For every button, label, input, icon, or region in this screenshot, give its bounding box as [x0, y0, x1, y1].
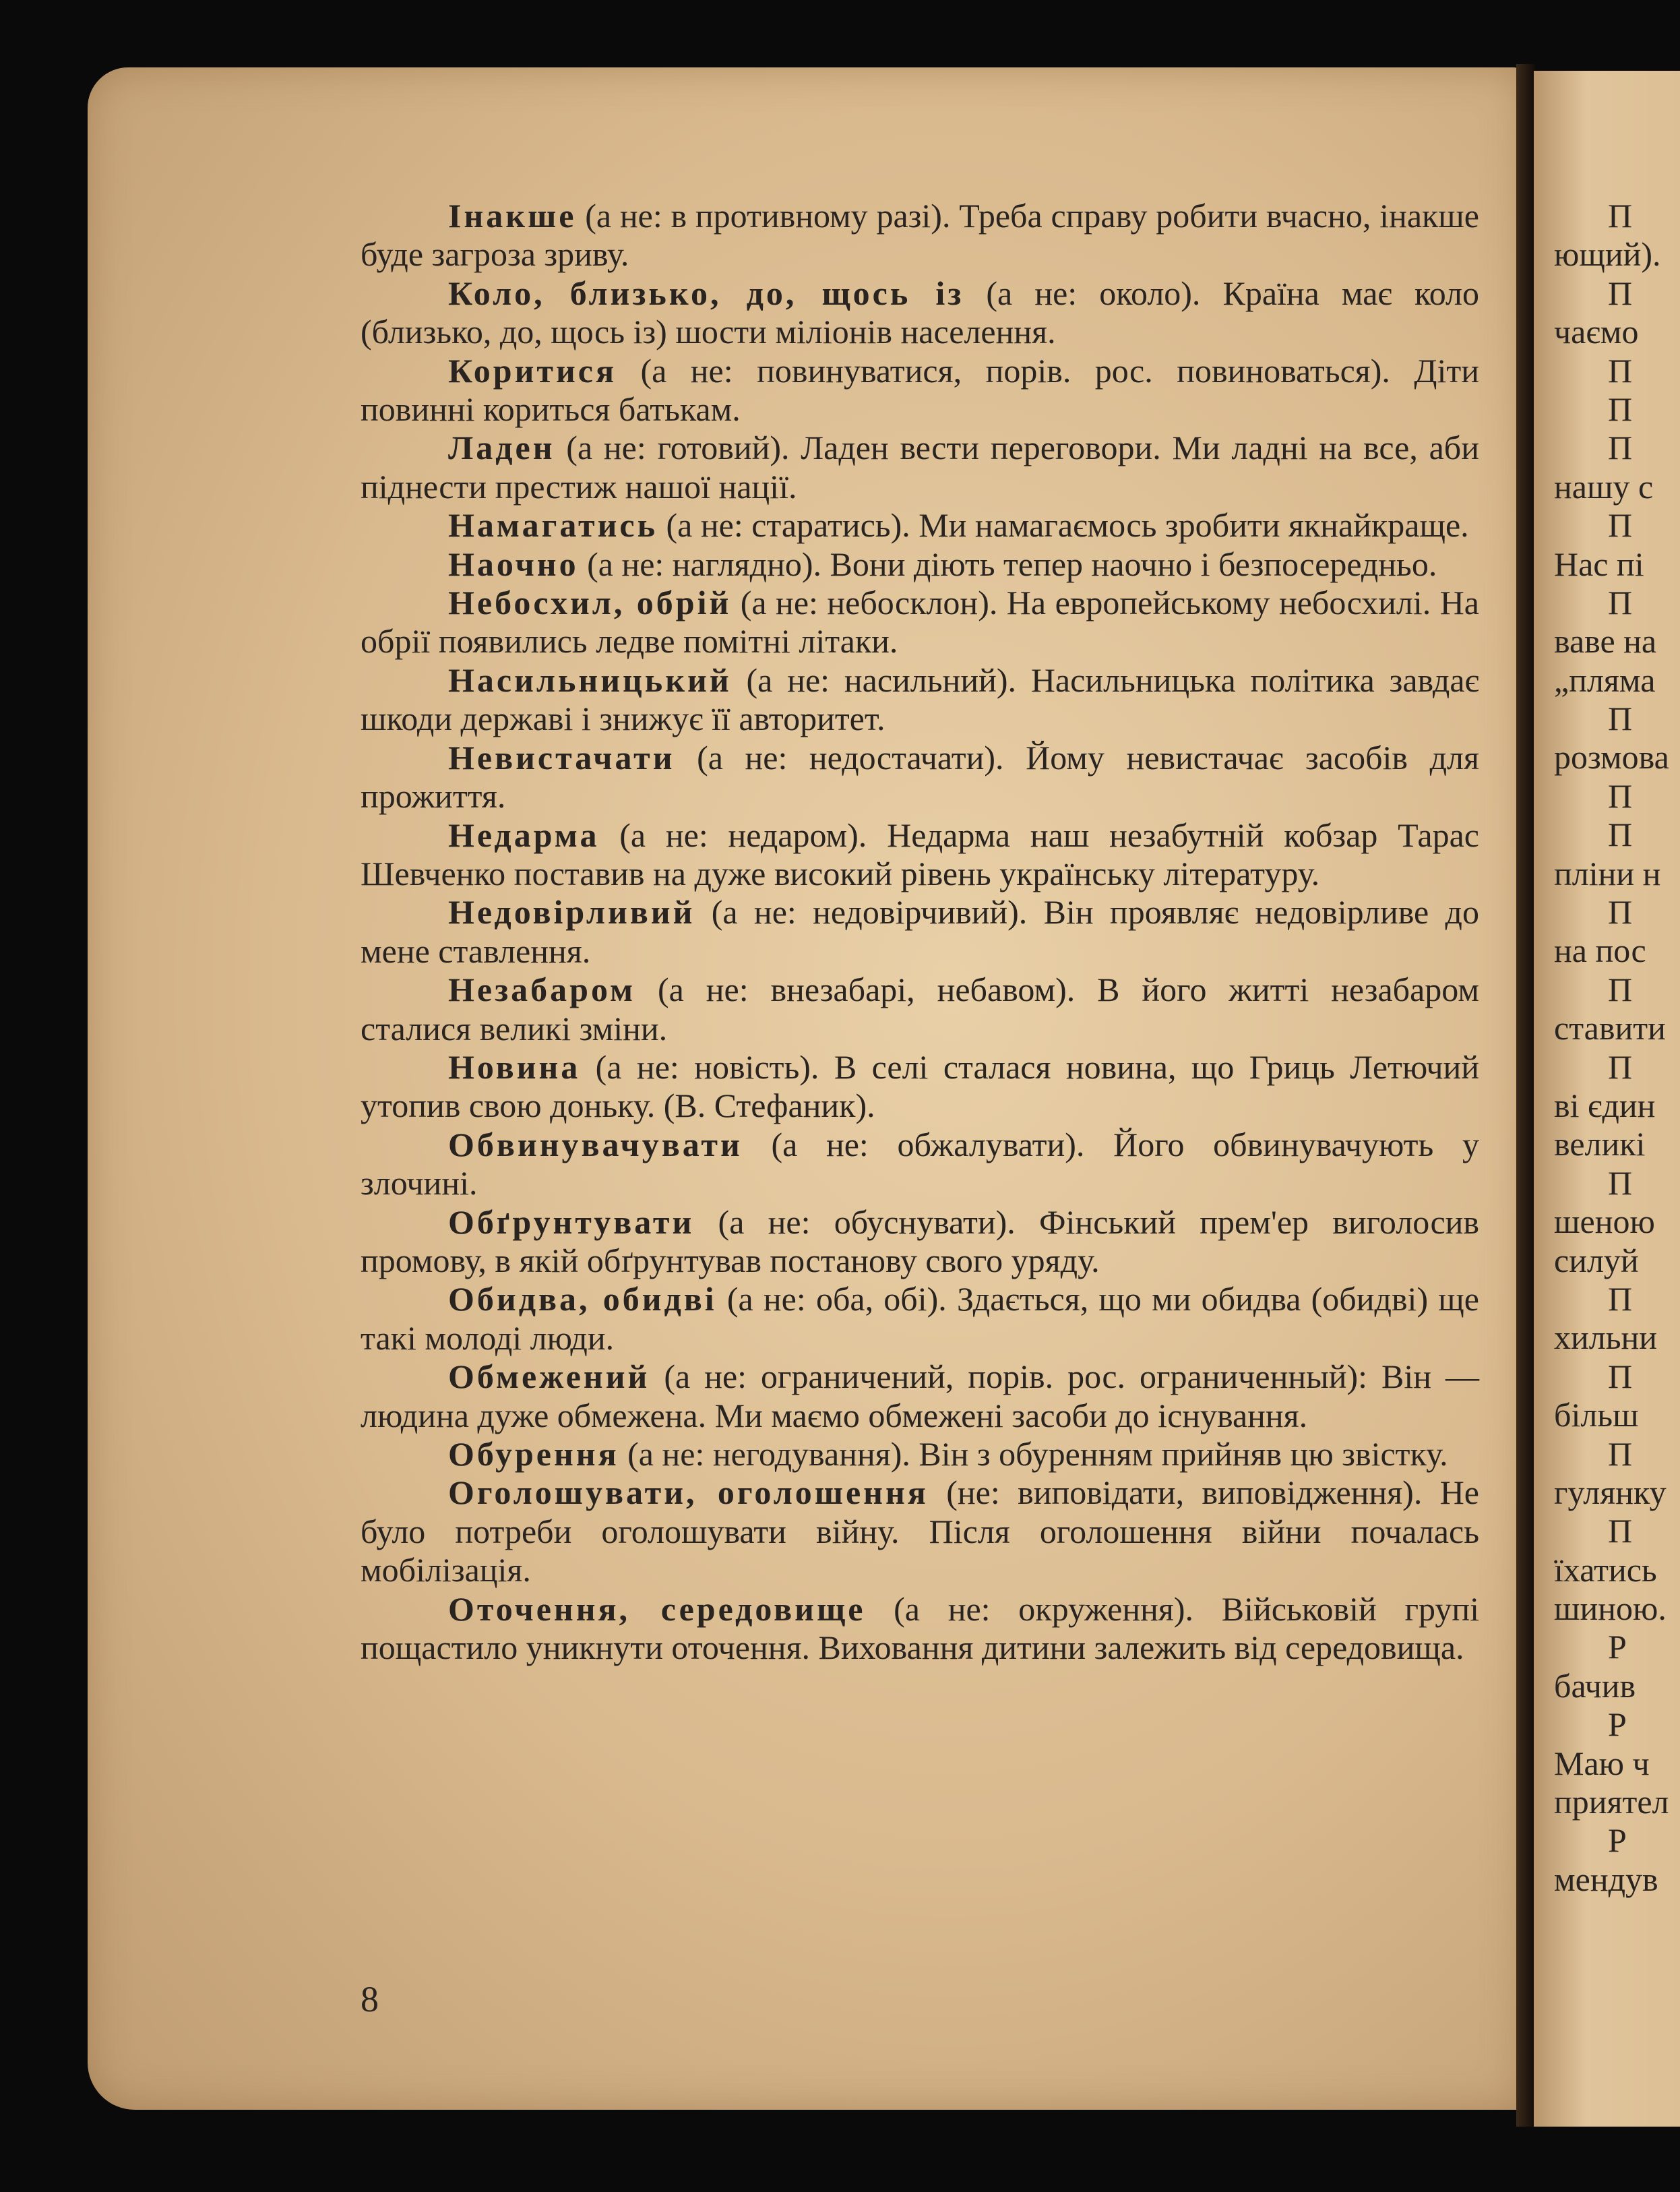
- right-page-line: П: [1608, 1512, 1633, 1550]
- entry-definition: (а не: окруження). Військовій групі пощастило уникнути оточення. Виховання дитини залежить від середовища.: [361, 1589, 1480, 1667]
- right-page-line: ставити: [1554, 1009, 1666, 1047]
- dictionary-entry: [361, 1203, 1479, 1281]
- entry-headword: Новина: [448, 1047, 581, 1086]
- right-page-line: „пляма: [1554, 661, 1656, 699]
- dictionary-entry: [361, 1590, 1479, 1668]
- entry-headword: Оголошувати, оголошення: [448, 1473, 929, 1512]
- right-page-line: на пос: [1554, 932, 1646, 970]
- right-page-line: ющий).: [1554, 235, 1661, 274]
- entry-definition: (а не: в противному разі). Треба справу робити вчасно, інакше буде загроза зриву.: [361, 197, 1479, 274]
- dictionary-entry: [361, 893, 1479, 971]
- right-page-line: П: [1608, 1163, 1633, 1202]
- right-page-line: П: [1608, 429, 1633, 467]
- right-page-line: силуй: [1554, 1241, 1639, 1279]
- dictionary-entry: [361, 197, 1479, 274]
- entry-headword: Обурення: [448, 1435, 619, 1473]
- right-page-line: пліни н: [1554, 854, 1661, 892]
- entry-definition: (а не: старатись). Ми намагаємось зробити якнайкраще.: [658, 506, 1469, 545]
- right-page-line: П: [1608, 506, 1633, 545]
- entry-definition: (а не: внезабарі, небавом). В його житті незабаром сталися великі зміни.: [361, 971, 1479, 1047]
- right-page-line: чаємо: [1554, 313, 1639, 351]
- dictionary-entry: [361, 545, 1479, 584]
- entry-headword: Обидва, обидві: [448, 1280, 717, 1318]
- entry-definition: (а не: готовий). Ладен вести переговори. Ми ладні на все, аби піднести престиж нашої нації.: [361, 429, 1479, 506]
- right-page-line: розмова: [1554, 738, 1669, 777]
- dictionary-entry: [361, 1435, 1479, 1473]
- entry-definition: (а не: недостачати). Йому невистачає засобів для прожиття.: [361, 738, 1479, 816]
- entry-definition: (а не: обуснувати). Фінський прем'ер виголосив промову, в якій обґрунтував постанову свого уряду.: [361, 1202, 1479, 1279]
- entry-headword: Насильницький: [448, 661, 732, 699]
- entry-headword: Ладен: [448, 429, 555, 467]
- dictionary-entry: [361, 352, 1479, 429]
- dictionary-entry: [361, 1048, 1479, 1126]
- entry-headword: Інакше: [448, 197, 577, 235]
- right-page-line: П: [1608, 583, 1633, 621]
- dictionary-text: [361, 197, 1479, 1667]
- entry-headword: Недовірливий: [448, 893, 695, 932]
- entry-headword: Коло, близько, до, щось із: [448, 274, 964, 312]
- right-page-line: нашу с: [1554, 467, 1654, 506]
- right-page-line: бачив: [1554, 1666, 1636, 1705]
- right-page-line: Р: [1608, 1628, 1627, 1666]
- entry-headword: Недарма: [448, 816, 600, 854]
- right-page-line: гулянку: [1554, 1473, 1667, 1511]
- right-page-line: П: [1608, 390, 1633, 428]
- entry-definition: (а не: негодування). Він з обуренням прийняв цю звістку.: [619, 1435, 1448, 1473]
- right-page-line: П: [1608, 816, 1633, 854]
- right-page-line: П: [1608, 1357, 1633, 1395]
- entry-headword: Коритися: [448, 351, 617, 390]
- right-page-line: хильни: [1554, 1318, 1658, 1357]
- dictionary-entry: [361, 274, 1479, 352]
- dictionary-entry: [361, 584, 1479, 661]
- entry-definition: (а не: новість). В селі сталася новина, що Гриць Летючий утопив свою доньку. (В. Стефаник).: [361, 1047, 1479, 1125]
- entry-headword: Незабаром: [448, 971, 636, 1009]
- entry-headword: Невистачати: [448, 738, 675, 777]
- right-page-line: шеною: [1554, 1202, 1655, 1241]
- entry-definition: (а не: наглядно). Вони діють тепер наочно і безпосередньо.: [578, 545, 1437, 583]
- right-page-line: П: [1608, 700, 1633, 738]
- entry-headword: Оточення, середовище: [448, 1589, 866, 1628]
- right-page-line: П: [1608, 197, 1633, 235]
- right-page-line: П: [1608, 1279, 1633, 1318]
- dictionary-entry: [361, 739, 1479, 816]
- entry-definition: (а не: обжалувати). Його обвинувачують у злочині.: [361, 1125, 1479, 1202]
- entry-definition: (а не: недаром). Недарма наш незабутній кобзар Тарас Шевченко поставив на дуже високий рівень українську літературу.: [361, 816, 1479, 892]
- right-page-line: П: [1608, 777, 1633, 815]
- dictionary-entry: [361, 506, 1479, 545]
- right-page-line: П: [1608, 1434, 1633, 1473]
- right-page-line: ві єдин: [1554, 1086, 1656, 1124]
- dictionary-entry: [361, 429, 1479, 506]
- entry-definition: (а не: повинуватися, порів. рос. повиноваться). Діти повинні кориться батькам.: [361, 351, 1479, 429]
- right-page-line: П: [1608, 970, 1633, 1008]
- book-spine: [1516, 64, 1535, 2127]
- right-page-line: приятел: [1554, 1783, 1669, 1821]
- right-page-line: більш: [1554, 1396, 1639, 1434]
- entry-headword: Намагатись: [448, 506, 658, 545]
- dictionary-entry: [361, 1280, 1479, 1358]
- page-number: 8: [361, 1979, 379, 2019]
- entry-headword: Небосхил, обрій: [448, 584, 732, 622]
- right-page-line: шиною.: [1554, 1589, 1667, 1628]
- entry-definition: (а не: около). Країна має коло (близько, до, щось із) шости міліонів населення.: [361, 274, 1479, 351]
- right-page-line: мендув: [1554, 1860, 1658, 1898]
- entry-definition: (а не: оба, обі). Здається, що ми обидва (обидві) ще такі молоді люди.: [361, 1280, 1479, 1357]
- entry-definition: (не: виповідати, виповідження). Не було потреби оголошувати війну. Після оголошення війни почалась мобілізація.: [361, 1473, 1480, 1589]
- right-page-line: Р: [1608, 1821, 1627, 1860]
- right-page-line: великі: [1554, 1125, 1646, 1163]
- right-page-text: [1554, 197, 1680, 1899]
- dictionary-entry: [361, 1358, 1479, 1435]
- right-page-line: Маю ч: [1554, 1744, 1650, 1782]
- entry-definition: (а не: насильний). Насильницька політика завдає шкоди державі і знижує її авторитет.: [361, 661, 1479, 738]
- entry-definition: (а не: небосклон). На европейському небосхилі. На обрії появились ледве помітні літаки.: [361, 584, 1480, 661]
- entry-headword: Обмежений: [448, 1358, 650, 1396]
- right-page-line: П: [1608, 893, 1633, 932]
- right-page-line: П: [1608, 274, 1633, 312]
- entry-definition: (а не: недовірчивий). Він проявляє недовірливе до мене ставлення.: [361, 893, 1479, 970]
- right-page-line: Нас пі: [1554, 545, 1644, 583]
- right-page-line: П: [1608, 351, 1633, 390]
- right-page-line: їхатись: [1554, 1550, 1657, 1589]
- entry-definition: (а не: ограничений, порів. рос. ограниченный): Він — людина дуже обмежена. Ми маємо обмежені засоби до існування.: [361, 1358, 1479, 1434]
- entry-headword: Обвинувачувати: [448, 1125, 743, 1163]
- entry-headword: Наочно: [448, 545, 579, 583]
- dictionary-entry: [361, 1473, 1479, 1589]
- right-page-line: П: [1608, 1047, 1633, 1086]
- entry-headword: Обґрунтувати: [448, 1202, 695, 1241]
- dictionary-entry: [361, 661, 1479, 739]
- right-page-line: ваве на: [1554, 622, 1657, 661]
- dictionary-entry: [361, 1126, 1479, 1203]
- dictionary-entry: [361, 971, 1479, 1048]
- dictionary-entry: [361, 816, 1479, 894]
- right-page-line: Р: [1608, 1705, 1627, 1744]
